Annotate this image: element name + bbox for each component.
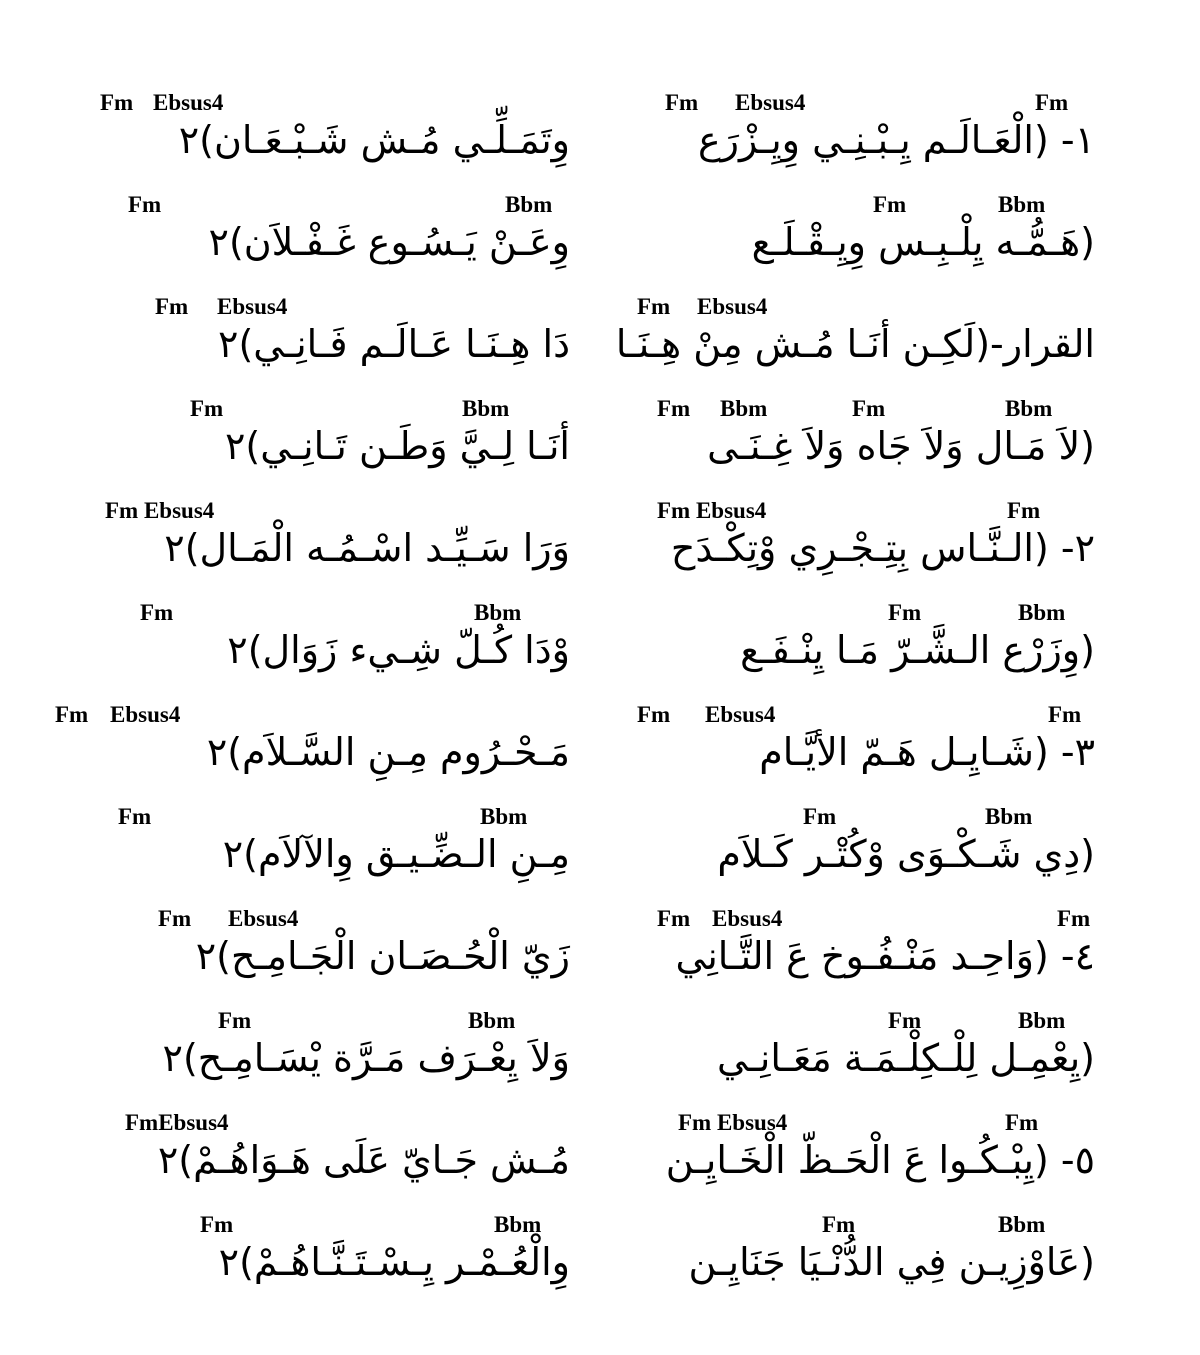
chord-label: FmEbsus4 [125, 1110, 229, 1135]
chord-label: Fm [822, 1212, 856, 1237]
chord-label: Bbm [1018, 1008, 1066, 1033]
chord-label: Fm [1005, 1110, 1039, 1135]
lyric-line: مَـحْـرُوم مِـنِ السَّـلاَم)٢ [206, 730, 570, 774]
lyric-line: (هَـمُّـه يِلْـبِـس وِيِـقْـلَـع [751, 220, 1095, 264]
chord-label: Fm [1048, 702, 1082, 727]
chord-label: Fm [852, 396, 886, 421]
chord-label: Fm [218, 1008, 252, 1033]
lyric-line: ٢- (الـنَّـاس بِتِـجْـرِي وْتِكْـدَح [670, 526, 1095, 570]
lyric-line: وَلاَ يِعْـرَف مَـرَّة يْسَـامِـح)٢ [162, 1036, 570, 1080]
chord-label: Bbm [494, 1212, 542, 1237]
lyric-line: وَرَا سَـيِّـد اسْـمُـه الْمَـال)٢ [164, 526, 570, 570]
lyric-line: (يِعْمِـل لِلْـكِلْـمَـة مَعَـانِـي [716, 1036, 1095, 1080]
chord-label: Fm [1057, 906, 1091, 931]
chord-label: Bbm [998, 192, 1046, 217]
chord-label: Bbm [1018, 600, 1066, 625]
chord-label: Fm [873, 192, 907, 217]
chord-label: Fm [1035, 90, 1069, 115]
lyric-line: ٤- (وَاحِـد مَنْـفُـوخ عَ التَّـانِي [675, 934, 1095, 978]
chord-label: Bbm [462, 396, 510, 421]
lyric-line: (وِزَرْع الـشَّـرّ مَـا يِنْـفَـع [740, 628, 1095, 672]
lyric-line: دَا هِـنَـا عَـالَـم فَـانِـي)٢ [218, 322, 570, 366]
chord-label: Bbm [468, 1008, 516, 1033]
lyric-line: مُـش جَـايّ عَلَى هَـوَاهُـمْ)٢ [157, 1138, 570, 1182]
lyric-line: ٥- (يِبْـكُـوا عَ الْحَـظّ الْخَـايِـن [665, 1138, 1095, 1182]
lyric-line: (دِي شَـكْـوَى وْكُتْـر كَـلاَم [717, 832, 1095, 876]
chord-label: Bbm [474, 600, 522, 625]
chord-label: Fm [657, 906, 691, 931]
chord-label: Ebsus4 [153, 90, 224, 115]
lyric-line: وِعَـنْ يَـسُـوع غَـفْـلاَن)٢ [208, 220, 570, 264]
lyric-line: (عَاوْزِيـن فِي الدُّنْـيَا جَنَايِـن [688, 1240, 1095, 1284]
chord-label: Ebsus4 [735, 90, 806, 115]
chord-label: Fm [100, 90, 134, 115]
chord-label: Fm [200, 1212, 234, 1237]
lyric-line: (لاَ مَـال وَلاَ جَاه وَلاَ غِـنَـى [707, 424, 1095, 468]
lyric-line: أنَـا لِـيَّ وَطَـن تَـانِـي)٢ [224, 424, 570, 468]
lyric-line: وِالْعُـمْـر يِـسْـتَـنَّـاهُـمْ)٢ [218, 1240, 570, 1284]
chord-label: Fm [665, 90, 699, 115]
chord-label: Fm [55, 702, 89, 727]
chord-label: Ebsus4 [110, 702, 181, 727]
chord-label: Fm [803, 804, 837, 829]
lyric-line: وِتَمَـلِّـي مُـش شَـبْـعَـان)٢ [178, 118, 570, 162]
chord-label: Fm [158, 906, 192, 931]
chord-label: Fm [888, 600, 922, 625]
chord-label: Ebsus4 [697, 294, 768, 319]
lyric-line: زَيّ الْحُـصَـان الْجَـامِـح)٢ [195, 934, 570, 978]
chord-label: Bbm [998, 1212, 1046, 1237]
chord-label: Fm [140, 600, 174, 625]
chord-label: Fm [637, 294, 671, 319]
chord-label: Fm [637, 702, 671, 727]
chord-label: Ebsus4 [217, 294, 288, 319]
chord-label: Ebsus4 [705, 702, 776, 727]
chord-label: Fm [118, 804, 152, 829]
chord-label: Fm [128, 192, 162, 217]
chord-label: Bbm [505, 192, 553, 217]
chord-label: Bbm [480, 804, 528, 829]
lyric-line: ١- (الْعَـالَـم يِـبْـنِـي وِيِـزْرَع [697, 118, 1095, 162]
chord-label: Bbm [720, 396, 768, 421]
lyric-line: القرار-(لَكِـن أنَـا مُـش مِنْ هِـنَـا [615, 322, 1095, 366]
chord-label: Fm Ebsus4 [105, 498, 215, 523]
chord-label: Ebsus4 [228, 906, 299, 931]
chord-label: Ebsus4 [712, 906, 783, 931]
chord-label: Fm Ebsus4 [678, 1110, 788, 1135]
lyric-line: مِـنِ الـضِّـيـق وِالآلاَم)٢ [222, 832, 570, 876]
chord-label: Bbm [985, 804, 1033, 829]
lyric-line: ٣- (شَـايِـل هَـمّ الأيَّـام [759, 730, 1095, 774]
chord-label: Fm [155, 294, 189, 319]
chord-label: Fm [657, 396, 691, 421]
chord-label: Fm [1007, 498, 1041, 523]
lyric-line: وْدَا كُـلّ شِـيء زَوَال)٢ [227, 628, 570, 672]
chord-label: Fm Ebsus4 [657, 498, 767, 523]
chord-label: Fm [888, 1008, 922, 1033]
chord-label: Bbm [1005, 396, 1053, 421]
chord-label: Fm [190, 396, 224, 421]
